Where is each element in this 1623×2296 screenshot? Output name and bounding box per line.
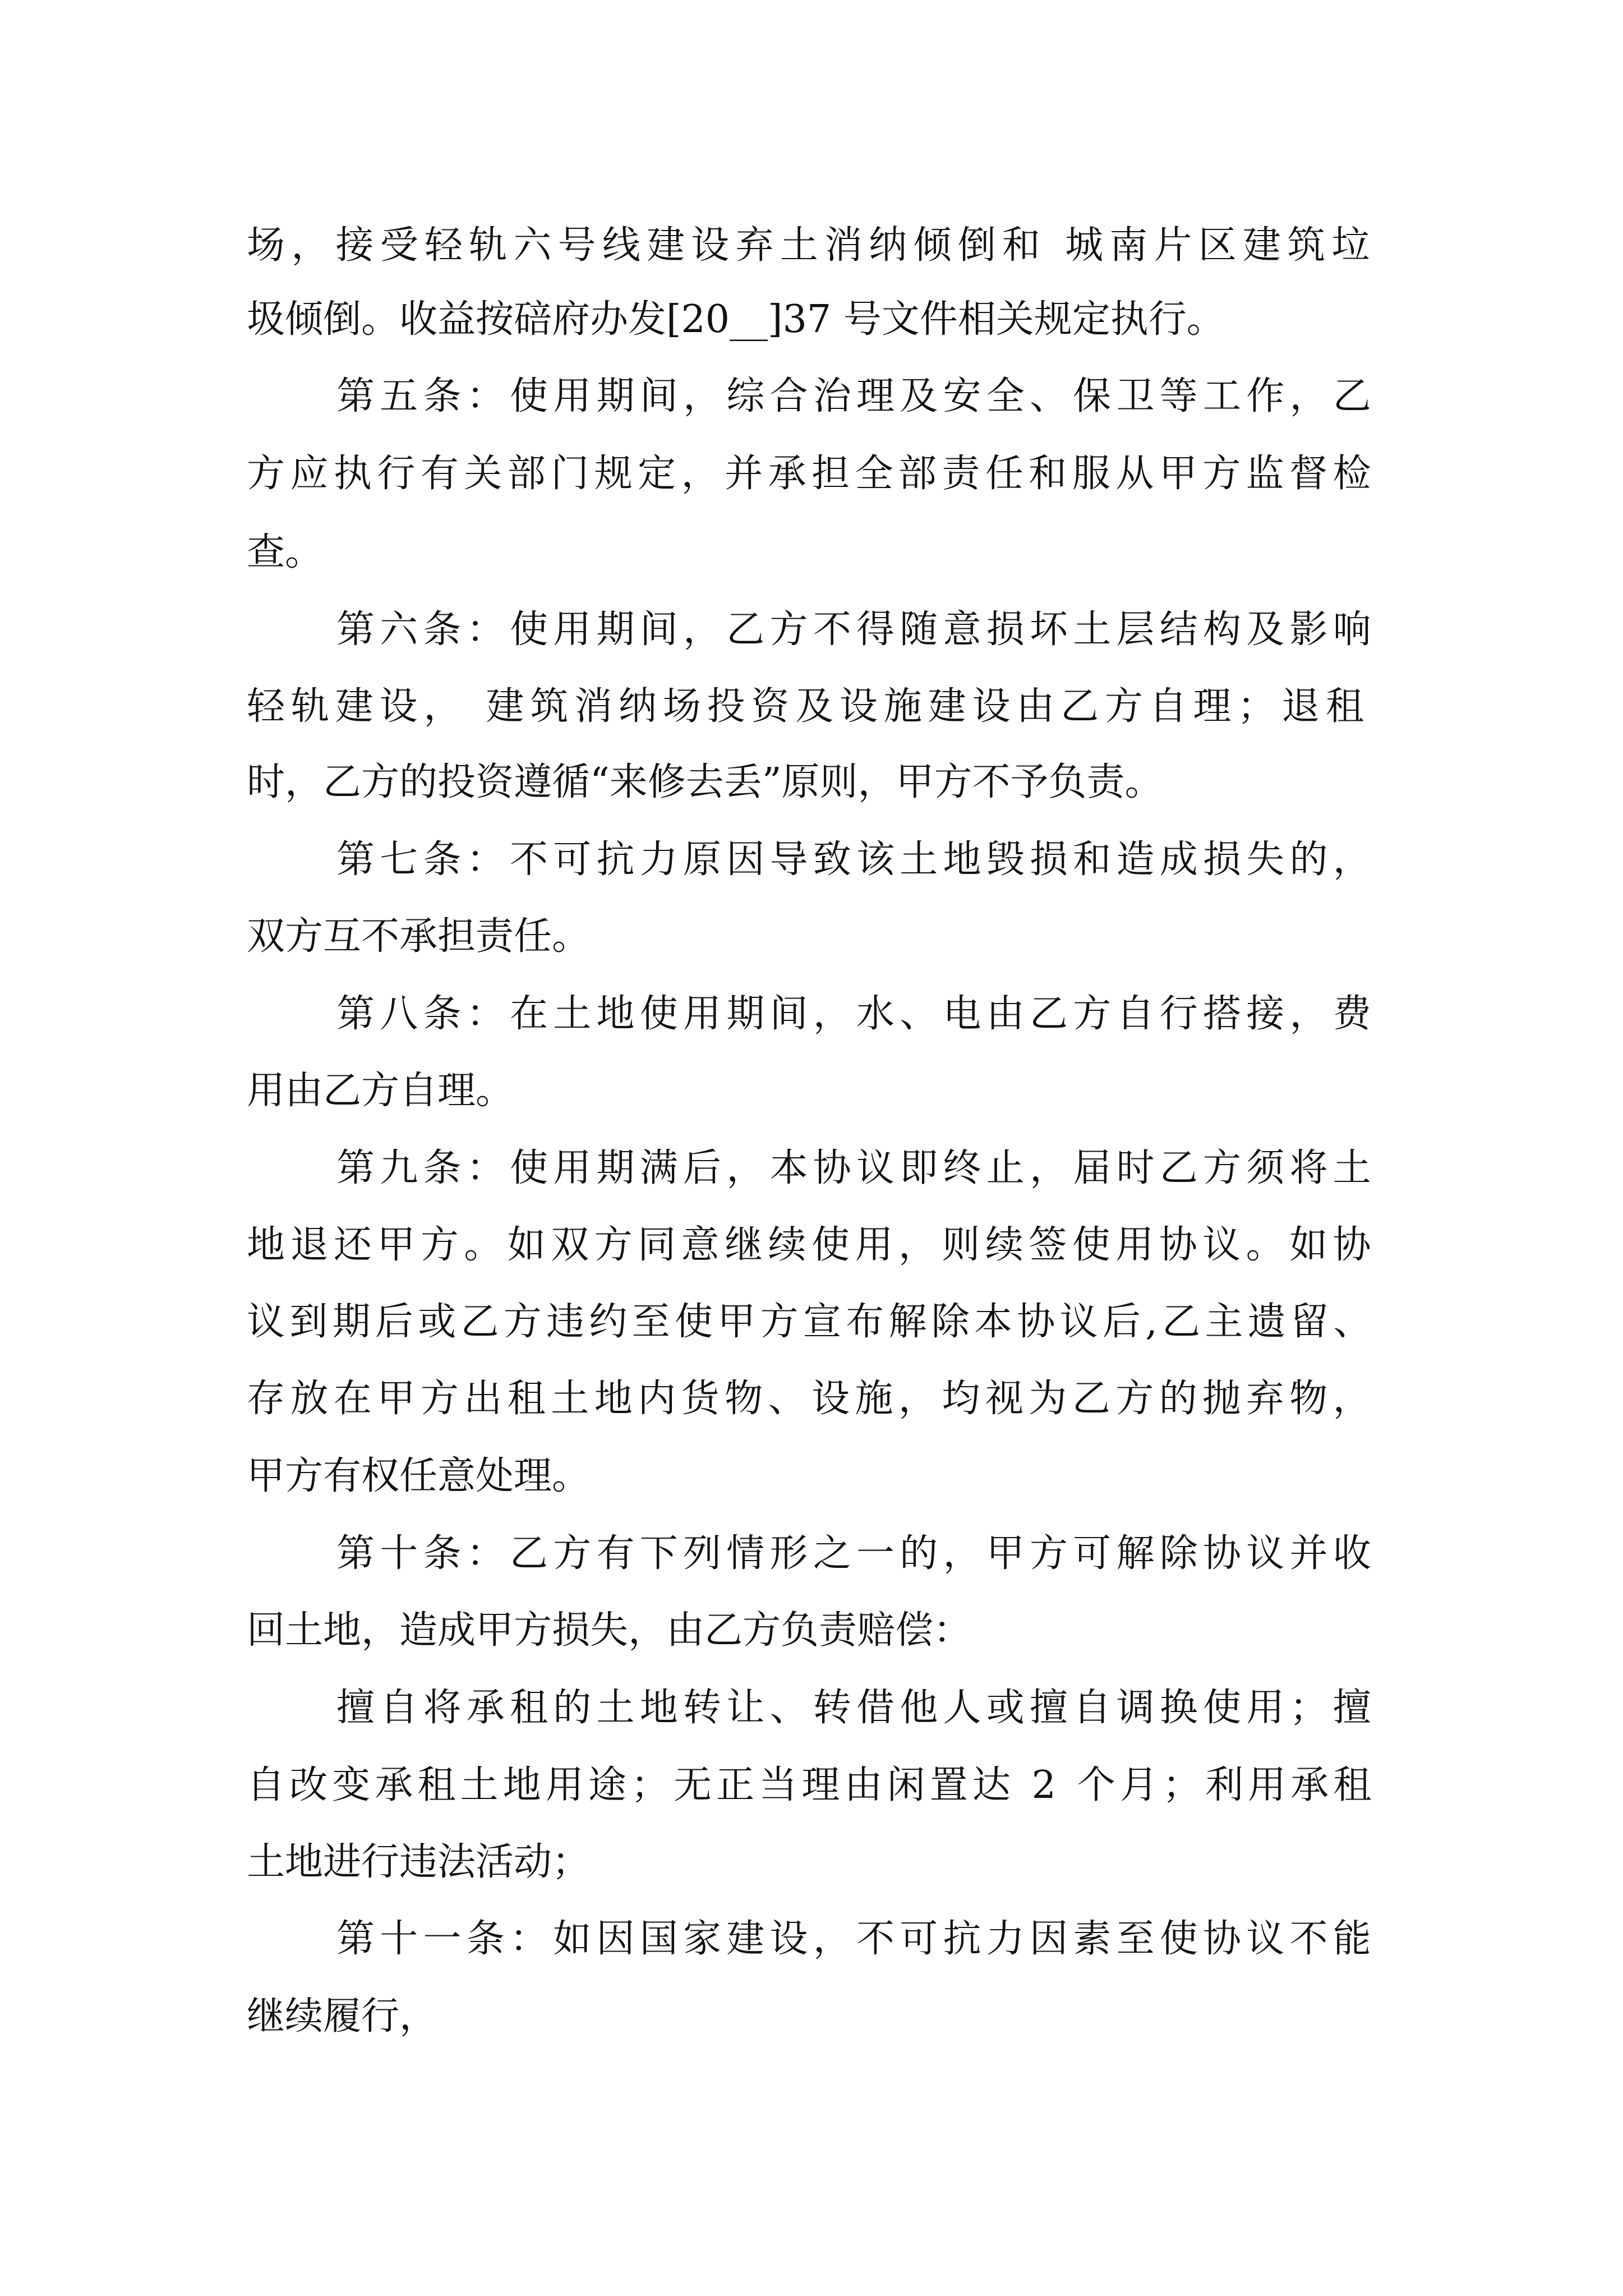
text-line: 用由乙方自理。 [247, 1069, 514, 1113]
text-line: 第九条：使用期满后，本协议即终止，届时乙方须将土 [336, 1146, 1377, 1190]
text-line: 第七条：不可抗力原因导致该土地毁损和造成损失的， [336, 838, 1377, 882]
text-line: 第五条：使用期间，综合治理及安全、保卫等工作，乙 [336, 374, 1377, 418]
text-line: 回土地，造成甲方损失，由乙方负责赔偿： [247, 1608, 972, 1653]
text-line: 圾倾倒。收益按碚府办发[20__]37 号文件相关规定执行。 [247, 297, 1225, 342]
text-line: 方应执行有关部门规定，并承担全部责任和服从甲方监督检 [247, 452, 1377, 496]
text-line: 双方互不承担责任。 [247, 914, 591, 959]
text-line: 时，乙方的投资遵循“来修去丢”原则，甲方不予负责。 [247, 760, 1163, 804]
text-line: 地退还甲方。如双方同意继续使用，则续签使用协议。如协 [247, 1223, 1377, 1267]
text-line: 议到期后或乙方违约至使甲方宣布解除本协议后,乙主遗留、 [247, 1300, 1376, 1344]
text-line: 土地进行违法活动； [247, 1840, 591, 1884]
text-line: 查。 [247, 530, 324, 574]
text-line: 第十一条：如因国家建设，不可抗力因素至使协议不能 [336, 1917, 1377, 1961]
text-line: 继续履行， [247, 1994, 438, 2039]
text-line: 甲方有权任意处理。 [247, 1454, 591, 1498]
text-line: 擅自将承租的土地转让、转借他人或擅自调换使用；擅 [336, 1686, 1377, 1730]
text-line: 第八条：在土地使用期间，水、电由乙方自行搭接，费 [336, 992, 1377, 1036]
text-line: 第六条：使用期间，乙方不得随意损坏土层结构及影响 [336, 608, 1377, 652]
text-line: 存放在甲方出租土地内货物、设施，均视为乙方的抛弃物， [247, 1377, 1377, 1421]
text-line: 第十条：乙方有下列情形之一的，甲方可解除协议并收 [336, 1531, 1377, 1576]
text-line: 轻轨建设， 建筑消纳场投资及设施建设由乙方自理；退租 [247, 684, 1370, 729]
text-line: 场，接受轻轨六号线建设弃土消纳倾倒和 城南片区建筑垃 [247, 223, 1376, 268]
text-line: 自改变承租土地用途；无正当理由闲置达 2 个月；利用承租 [247, 1763, 1376, 1807]
